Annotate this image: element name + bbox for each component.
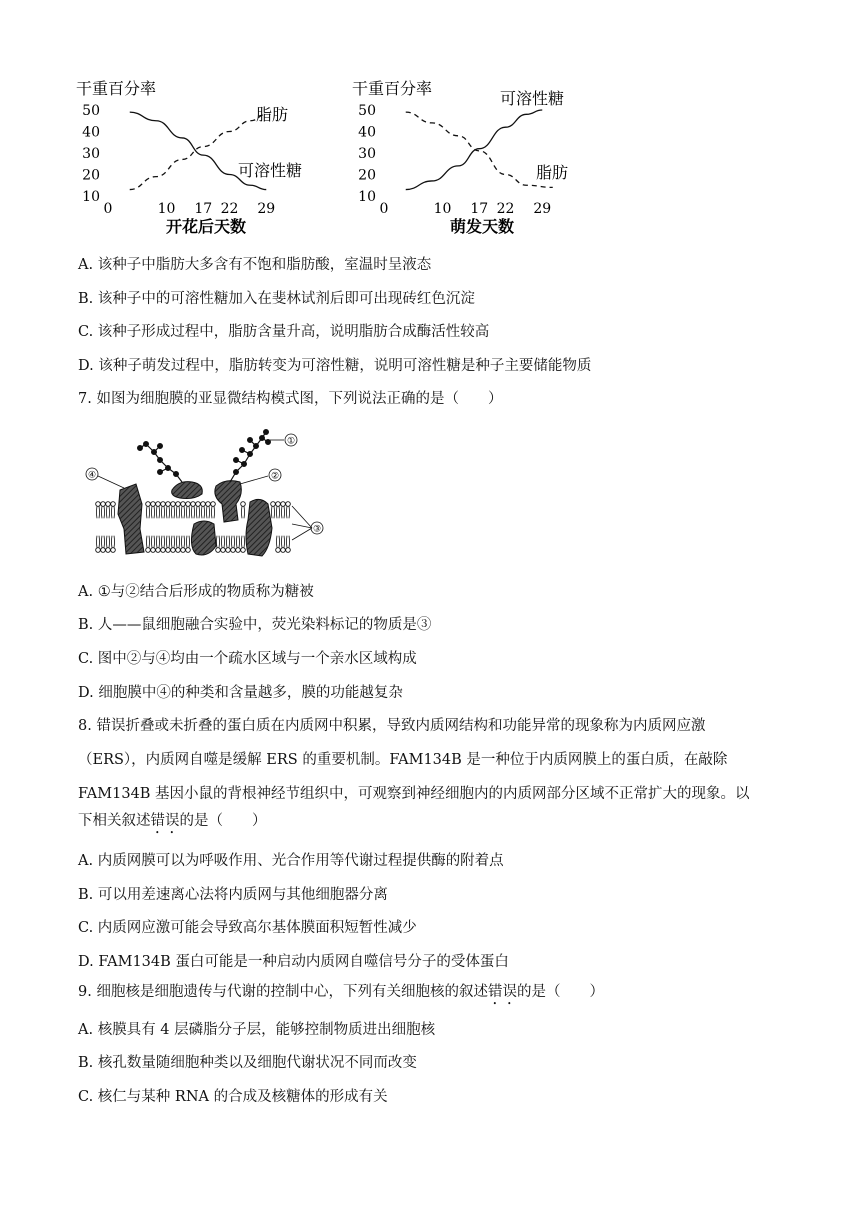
peripheral-protein-top bbox=[172, 482, 203, 499]
lipid-tail bbox=[182, 506, 185, 518]
lipid-head bbox=[96, 502, 101, 507]
lipid-tail bbox=[147, 506, 150, 518]
lipid-tail bbox=[157, 536, 160, 548]
lipid-tail bbox=[177, 536, 180, 548]
y-tick-label: 40 bbox=[82, 124, 100, 141]
lipid-head bbox=[186, 548, 191, 553]
lipid-tail bbox=[237, 536, 240, 548]
lipid-head bbox=[236, 548, 241, 553]
lipid-tail bbox=[107, 536, 110, 548]
chart-germination-svg bbox=[352, 70, 602, 242]
lipid-head bbox=[186, 502, 191, 507]
y-tick-label: 50 bbox=[82, 103, 100, 119]
q9-option-c: C. 核仁与某种 RNA 的合成及核糖体的形成有关 bbox=[78, 1089, 388, 1105]
lipid-head bbox=[171, 548, 176, 553]
glycocalyx-chain-left bbox=[138, 442, 182, 482]
lipid-head bbox=[276, 502, 281, 507]
lipid-tail bbox=[227, 536, 230, 548]
y-tick-label: 20 bbox=[358, 167, 376, 184]
lipid-head bbox=[216, 548, 221, 553]
q6-option-c: C. 该种子形成过程中，脂肪含量升高，说明脂肪合成酶活性较高 bbox=[78, 324, 490, 340]
lipid-head bbox=[176, 548, 181, 553]
lipid-tail bbox=[97, 536, 100, 548]
inner-protein bbox=[191, 521, 216, 555]
y-tick-label: 50 bbox=[358, 103, 376, 119]
x-tick-label: 22 bbox=[220, 201, 239, 217]
lipid-tail bbox=[202, 506, 205, 518]
lipid-head bbox=[241, 502, 246, 507]
lipid-head bbox=[191, 502, 196, 507]
q6-option-a: A. 该种子中脂肪大多含有不饱和脂肪酸，室温时呈液态 bbox=[78, 257, 432, 273]
q9-stem: 9. 细胞核是细胞遗传与代谢的控制中心，下列有关细胞核的叙述错误的是（ ） bbox=[78, 984, 604, 1000]
lipid-tail bbox=[102, 536, 105, 548]
x-tick-label: 29 bbox=[533, 201, 552, 217]
lipid-head bbox=[166, 548, 171, 553]
lipid-head bbox=[166, 502, 171, 507]
lipid-head bbox=[146, 548, 151, 553]
lipid-tail bbox=[157, 506, 160, 518]
lipid-head bbox=[231, 548, 236, 553]
lipid-head bbox=[241, 548, 246, 553]
lipid-tail bbox=[242, 536, 245, 548]
label-1: ① bbox=[286, 436, 296, 447]
lipid-tail bbox=[112, 506, 115, 518]
y-tick-label: 10 bbox=[82, 189, 100, 205]
lipid-head bbox=[151, 548, 156, 553]
lipid-head bbox=[281, 548, 286, 553]
lipid-head bbox=[286, 502, 291, 507]
y-tick-label: 30 bbox=[358, 146, 376, 162]
y-tick-label: 30 bbox=[82, 146, 100, 162]
lipid-tail bbox=[162, 506, 165, 518]
lipid-head bbox=[106, 548, 111, 553]
ylabel: 干重百分率 bbox=[352, 79, 433, 98]
q6-option-b: B. 该种子中的可溶性糖加入在斐林试剂后即可出现砖红色沉淀 bbox=[78, 291, 475, 307]
lipid-tail bbox=[152, 536, 155, 548]
transmembrane-protein-right bbox=[246, 499, 272, 556]
q9-option-a: A. 核膜具有 4 层磷脂分子层，能够控制物质进出细胞核 bbox=[78, 1022, 436, 1038]
x-tick-label: 17 bbox=[194, 201, 213, 217]
x-tick-label: 0 bbox=[379, 201, 389, 217]
lipid-tail bbox=[167, 536, 170, 548]
lipid-head bbox=[106, 502, 111, 507]
chart-flowering-svg bbox=[76, 70, 326, 242]
lipid-tail bbox=[187, 506, 190, 518]
lipid-tail bbox=[112, 536, 115, 548]
label-3: ③ bbox=[312, 524, 322, 535]
lipid-tail bbox=[172, 536, 175, 548]
lipid-head bbox=[161, 548, 166, 553]
q7-option-d: D. 细胞膜中④的种类和含量越多，膜的功能越复杂 bbox=[78, 685, 403, 701]
q8-option-b: B. 可以用差速离心法将内质网与其他细胞器分离 bbox=[78, 887, 388, 903]
y-tick-label: 10 bbox=[358, 189, 376, 205]
lipid-tail bbox=[217, 536, 220, 548]
lipid-tail bbox=[282, 506, 285, 518]
q7-option-b: B. 人——鼠细胞融合实验中，荧光染料标记的物质是③ bbox=[78, 617, 432, 633]
q8-stem-4: 下相关叙述错误的是（ ） bbox=[78, 813, 267, 829]
q8-option-c: C. 内质网应激可能会导致高尔基体膜面积短暂性减少 bbox=[78, 920, 417, 936]
lipid-head bbox=[111, 502, 116, 507]
series-label: 脂肪 bbox=[536, 163, 569, 182]
transmembrane-protein-left bbox=[118, 484, 144, 554]
lipid-tail bbox=[287, 536, 290, 548]
y-tick-label: 20 bbox=[82, 167, 100, 184]
lipid-head bbox=[101, 502, 106, 507]
lipid-head bbox=[111, 548, 116, 553]
q8-option-d: D. FAM134B 蛋白可能是一种启动内质网自噬信号分子的受体蛋白 bbox=[78, 954, 509, 970]
lipid-tail bbox=[222, 536, 225, 548]
lipid-head bbox=[96, 548, 101, 553]
lipid-tail bbox=[152, 506, 155, 518]
lipid-tail bbox=[97, 506, 100, 518]
lipid-tail bbox=[172, 506, 175, 518]
glycocalyx-chain-right bbox=[230, 430, 270, 482]
lipid-head bbox=[211, 502, 216, 507]
q7-stem: 7. 如图为细胞膜的亚显微结构模式图，下列说法正确的是（ ） bbox=[78, 391, 503, 407]
lipid-head bbox=[276, 548, 281, 553]
lipid-tail bbox=[162, 536, 165, 548]
x-tick-label: 0 bbox=[103, 201, 113, 217]
series-label: 可溶性糖 bbox=[238, 161, 303, 180]
lipid-tail bbox=[167, 506, 170, 518]
lipid-head bbox=[281, 502, 286, 507]
lipid-head bbox=[286, 548, 291, 553]
lipid-tail bbox=[147, 536, 150, 548]
q8-stem-3: FAM134B 基因小鼠的背根神经节组织中，可观察到神经细胞内的内质网部分区域不正常扩大的现象。以 bbox=[78, 786, 750, 802]
lipid-head bbox=[156, 502, 161, 507]
label-2: ② bbox=[270, 471, 280, 482]
lipid-tail bbox=[192, 506, 195, 518]
lipid-tail bbox=[187, 536, 190, 548]
q6-option-d: D. 该种子萌发过程中，脂肪转变为可溶性糖，说明可溶性糖是种子主要储能物质 bbox=[78, 358, 592, 374]
x-tick-label: 29 bbox=[257, 201, 276, 217]
ylabel: 干重百分率 bbox=[76, 79, 157, 98]
lipid-head bbox=[181, 502, 186, 507]
q9-option-b: B. 核孔数量随细胞种类以及细胞代谢状况不同而改变 bbox=[78, 1055, 417, 1071]
lipid-head bbox=[161, 502, 166, 507]
lipid-tail bbox=[277, 536, 280, 548]
lipid-tail bbox=[207, 506, 210, 518]
lipid-head bbox=[271, 502, 276, 507]
lipid-head bbox=[171, 502, 176, 507]
x-tick-label: 10 bbox=[157, 201, 176, 217]
x-tick-label: 17 bbox=[470, 201, 489, 217]
lipid-head bbox=[156, 548, 161, 553]
series-label: 可溶性糖 bbox=[500, 89, 565, 108]
q8-option-a: A. 内质网膜可以为呼吸作用、光合作用等代谢过程提供酶的附着点 bbox=[78, 853, 504, 869]
label-4: ④ bbox=[87, 470, 97, 481]
lipid-head bbox=[101, 548, 106, 553]
lipid-tail bbox=[277, 506, 280, 518]
lipid-head bbox=[146, 502, 151, 507]
lipid-tail bbox=[272, 506, 275, 518]
q8-stem-1: 8. 错误折叠或未折叠的蛋白质在内质网中积累，导致内质网结构和功能异常的现象称为内质网应激 bbox=[78, 718, 706, 734]
x-tick-label: 10 bbox=[433, 201, 452, 217]
lipid-tail bbox=[212, 506, 215, 518]
q7-option-a: A. ①与②结合后形成的物质称为糖被 bbox=[78, 584, 314, 600]
xlabel: 开花后天数 bbox=[165, 217, 247, 236]
q8-stem-2: （ERS），内质网自噬是缓解 ERS 的重要机制。FAM134B 是一种位于内质网膜上的蛋白质，在敲除 bbox=[78, 752, 728, 768]
lipid-head bbox=[151, 502, 156, 507]
lipid-tail bbox=[107, 506, 110, 518]
membrane-diagram bbox=[84, 424, 324, 566]
q7-option-c: C. 图中②与④均由一个疏水区域与一个亲水区域构成 bbox=[78, 651, 417, 667]
lipid-tail bbox=[232, 536, 235, 548]
lipid-head bbox=[201, 502, 206, 507]
chart-flowering bbox=[76, 70, 326, 242]
lipid-tail bbox=[102, 506, 105, 518]
lipid-tail bbox=[182, 536, 185, 548]
lipid-head bbox=[176, 502, 181, 507]
glycoprotein bbox=[215, 481, 241, 522]
y-tick-label: 40 bbox=[358, 124, 376, 141]
lipid-head bbox=[196, 502, 201, 507]
x-tick-label: 22 bbox=[496, 201, 515, 217]
lipid-head bbox=[221, 548, 226, 553]
series-label: 脂肪 bbox=[256, 105, 289, 124]
lipid-tail bbox=[197, 506, 200, 518]
lipid-tail bbox=[287, 506, 290, 518]
series-line-fat bbox=[406, 112, 553, 187]
lipid-head bbox=[181, 548, 186, 553]
lipid-head bbox=[206, 502, 211, 507]
lipid-tail bbox=[282, 536, 285, 548]
membrane-svg bbox=[84, 424, 324, 566]
chart-germination bbox=[352, 70, 602, 242]
lipid-tail bbox=[177, 506, 180, 518]
lipid-head bbox=[226, 548, 231, 553]
xlabel: 萌发天数 bbox=[449, 217, 515, 236]
series-line-sugar bbox=[406, 110, 543, 190]
lipid-tail bbox=[242, 506, 245, 518]
